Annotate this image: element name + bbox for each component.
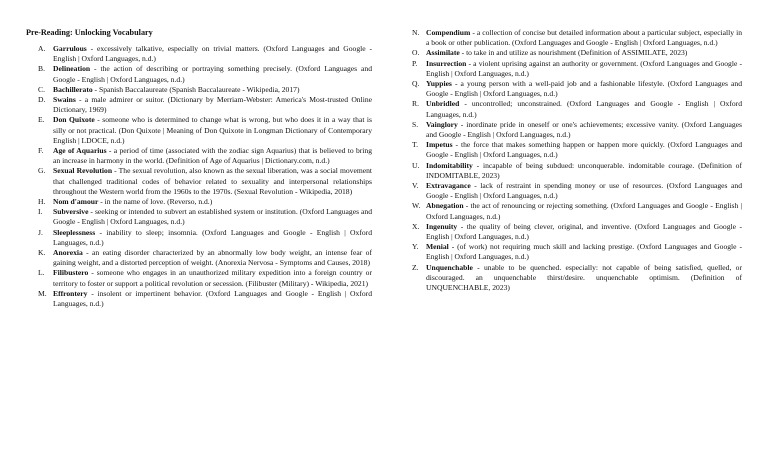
item-term: Compendium — [426, 28, 471, 37]
item-letter: R. — [412, 99, 419, 109]
item-letter: D. — [38, 95, 46, 105]
item-definition: - Spanish Baccalaureate (Spanish Baccalaureate - Wikipedia, 2017) — [92, 84, 300, 94]
vocabulary-item — [26, 289, 372, 309]
item-term: Delineation — [53, 64, 91, 74]
vocabulary-item — [412, 48, 742, 58]
item-letter: I. — [38, 207, 43, 217]
vocabulary-item — [412, 201, 742, 221]
item-term: Filibustero — [53, 268, 89, 278]
item-definition: - insolent or impertinent behavior. (Oxford Languages and Google - English | Oxford Languages, n.d.) — [53, 288, 372, 309]
vocabulary-item — [412, 59, 742, 79]
item-letter: M. — [38, 288, 47, 298]
item-definition: - to take in and utilize as nourishment (Definition of ASSIMILATE, 2023) — [459, 48, 688, 58]
item-term: Garrulous — [53, 44, 87, 53]
item-term: Vainglory — [426, 119, 458, 129]
item-definition: - someone who engages in an unauthorized military expedition into a foreign country or territory to foster or support a political revolution or secession. (Filibuster (Military) - Wikipedia, 2021) — [53, 268, 372, 288]
item-letter: A. — [38, 44, 46, 53]
item-letter: P. — [412, 58, 418, 68]
item-letter: B. — [38, 64, 45, 74]
item-definition: - the force that makes something happen or happen more quickly. (Oxford Languages and Google - English | Oxford Languages, n.d.) — [426, 140, 742, 160]
item-definition: - The sexual revolution, also known as the sexual liberation, was a social movement that challenged traditional codes of behavior related to sexuality and interpersonal relationships throughout the Western world from the 1960s to the 1970s. (Sexual Revolution - Wikipedia, 2018) — [53, 166, 373, 196]
item-definition: - inability to sleep; insomnia. (Oxford Languages and Google - English | Oxford Languages, n.d.) — [53, 227, 372, 247]
item-definition: - unable to be quenched. especially: not capable of being satisfied, quelled, or discouraged. an unquenchable thirst/desire. unquenchable optimism. (Definition of UNQUENCHABLE, 2023) — [426, 262, 742, 293]
item-term: Ingenuity — [426, 221, 458, 231]
item-letter: N. — [412, 28, 420, 37]
item-term: Don Quixote — [53, 115, 95, 125]
item-term: Unquenchable — [426, 262, 473, 272]
vocabulary-item — [26, 228, 372, 248]
item-letter: C. — [38, 84, 45, 94]
item-term: Subversive — [53, 207, 89, 217]
item-definition: - an eating disorder characterized by an abnormally low body weight, an intense fear of gaining weight, and a distorted perception of weight. (Anorexia Nervosa - Symptoms and Causes, 2018) — [53, 248, 372, 268]
item-definition: - a collection of concise but detailed information about a particular subject, especially in a book or other publication. (Oxford Languages and Google - English | Oxford Languages, n.d.) — [426, 28, 742, 48]
item-definition: - the act of renouncing or rejecting something. (Oxford Languages and Google - English | Oxford Languages, n.d.) — [426, 201, 742, 221]
vocabulary-item — [412, 99, 742, 119]
item-letter: J. — [38, 227, 43, 237]
item-term: Nom d'amour — [53, 197, 99, 207]
item-letter: S. — [412, 119, 419, 129]
item-term: Impetus — [426, 140, 453, 150]
vocabulary-item — [26, 64, 372, 84]
vocabulary-item — [412, 222, 742, 242]
vocabulary-item — [26, 146, 372, 166]
item-definition: - the quality of being clever, original, and inventive. (Oxford Languages and Google - English | Oxford Languages, n.d.) — [426, 221, 742, 242]
item-letter: V. — [412, 181, 419, 191]
item-term: Extravagance — [426, 181, 471, 191]
item-definition: - lack of restraint in spending money or use of resources. (Oxford Languages and Google - English | Oxford Languages, n.d.) — [426, 181, 742, 201]
vocabulary-item — [26, 197, 372, 207]
item-letter: O. — [412, 48, 420, 58]
item-term: Menial — [426, 242, 449, 252]
item-definition: - (of work) not requiring much skill and lacking prestige. (Oxford Languages and Google - English | Oxford Languages, n.d.) — [426, 242, 742, 262]
item-letter: Y. — [412, 242, 419, 252]
item-term: Unbridled — [426, 99, 460, 109]
item-letter: W. — [412, 201, 421, 211]
item-term: Swains — [53, 95, 76, 105]
item-letter: G. — [38, 166, 46, 176]
item-letter: X. — [412, 221, 420, 231]
vocabulary-item — [412, 79, 742, 99]
item-term: Anorexia — [53, 248, 83, 258]
vocabulary-item — [412, 263, 742, 294]
item-definition: - someone who is determined to change what is wrong, but who does it in a way that is silly or not practical. (Don Quixote | Meaning of Don Quixote in Longman Dictionary of Contemporary English | LDOCE, n.d.) — [53, 115, 372, 145]
item-term: Sexual Revolution — [53, 166, 113, 176]
item-term: Bachillerato — [53, 84, 93, 94]
item-definition: - a male admirer or suitor. (Dictionary by Merriam-Webster: America's Most-trusted Online Dictionary, 1969) — [53, 95, 372, 115]
item-letter: H. — [38, 197, 46, 207]
item-term: Assimilate — [426, 48, 460, 58]
item-letter: E. — [38, 115, 45, 125]
vocabulary-item — [26, 268, 372, 288]
item-term: Age of Aquarius — [53, 146, 107, 156]
vocabulary-item — [26, 95, 372, 115]
left-column — [26, 28, 372, 309]
item-definition: - the action of describing or portraying something precisely. (Oxford Languages and Google - English | Oxford Languages, n.d.) — [53, 64, 372, 84]
vocabulary-list-left — [26, 44, 372, 309]
item-term: Effrontery — [53, 288, 88, 298]
vocabulary-item — [412, 161, 742, 181]
item-definition: - seeking or intended to subvert an established system or institution. (Oxford Languages and Google - English | Oxford Languages, n.d.) — [53, 207, 372, 227]
item-letter: U. — [412, 160, 420, 170]
vocabulary-item — [412, 242, 742, 262]
vocabulary-item — [26, 115, 372, 146]
item-definition: - a period of time (associated with the zodiac sign Aquarius) that is believed to bring an increase in harmony in the world. (Definition of Age of Aquarius | Dictionary.com, n.d.) — [53, 146, 372, 166]
item-letter: T. — [412, 140, 418, 150]
item-letter: F. — [38, 146, 44, 156]
vocabulary-item — [412, 120, 742, 140]
item-letter: K. — [38, 248, 46, 258]
item-definition: - in the name of love. (Reverso, n.d.) — [98, 197, 213, 207]
item-term: Indomitability — [426, 160, 473, 170]
item-definition: - a violent uprising against an authority or government. (Oxford Languages and Google - English | Oxford Languages, n.d.) — [426, 58, 742, 78]
page-heading: Pre-Reading: Unlocking Vocabulary — [26, 28, 153, 37]
item-letter: L. — [38, 268, 45, 278]
item-term: Abnegation — [426, 201, 464, 211]
item-term: Sleeplessness — [53, 227, 96, 237]
vocabulary-list-right — [412, 28, 742, 293]
vocabulary-item — [412, 28, 742, 48]
item-term: Yuppies — [426, 79, 452, 89]
vocabulary-item — [412, 140, 742, 160]
item-term: Insurrection — [426, 58, 467, 68]
item-letter: Q. — [412, 79, 420, 89]
item-definition: - excessively talkative, especially on trivial matters. (Oxford Languages and Google - English | Oxford Languages, n.d.) — [53, 44, 372, 64]
right-column — [412, 28, 742, 293]
item-definition: - a young person with a well-paid job and a fashionable lifestyle. (Oxford Languages and Google - English | Oxford Languages, n.d.) — [426, 79, 742, 99]
vocabulary-item — [26, 248, 372, 268]
vocabulary-item — [26, 44, 372, 64]
item-definition: - uncontrolled; unconstrained. (Oxford Languages and Google - English | Oxford Languages, n.d.) — [426, 99, 742, 119]
item-definition: - incapable of being subdued: unconquerable. indomitable courage. (Definition of INDOMITABLE, 2023) — [426, 160, 742, 180]
vocabulary-item — [412, 181, 742, 201]
vocabulary-item — [26, 85, 372, 95]
item-definition: - inordinate pride in oneself or one's achievements; excessive vanity. (Oxford Languages and Google - English | Oxford Languages, n.d.) — [426, 119, 742, 140]
item-letter: Z. — [412, 262, 419, 272]
vocabulary-item — [26, 166, 372, 197]
vocabulary-item — [26, 207, 372, 227]
